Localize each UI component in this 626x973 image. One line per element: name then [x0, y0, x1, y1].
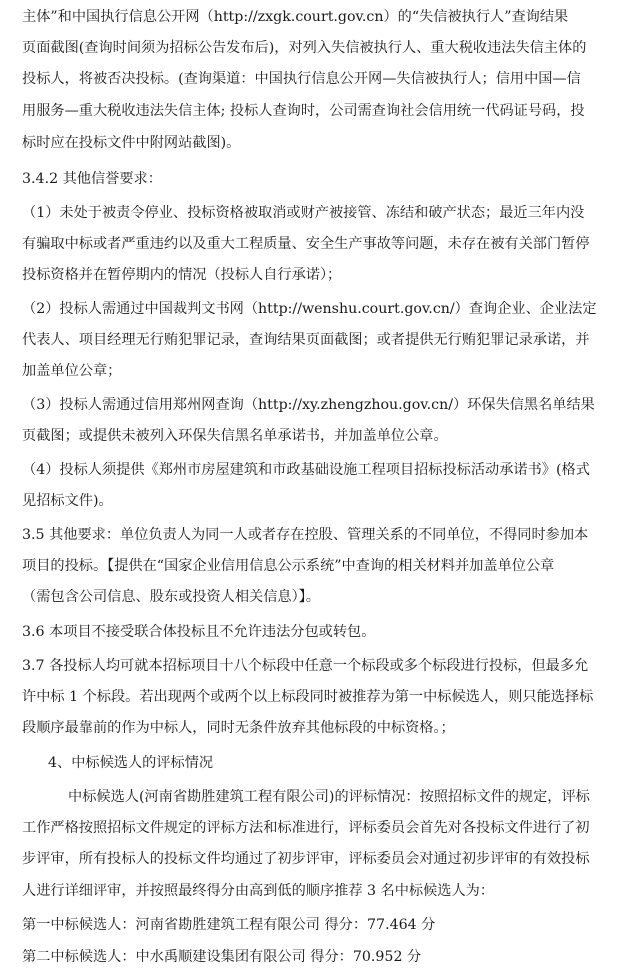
text-line: 3.6 本项目不接受联合体投标且不允许违法分包或转包。: [22, 624, 376, 640]
text-line: 人进行详细评审，并按照最终得分由高到低的顺序推荐 3 名中标候选人为：: [22, 883, 495, 899]
text-line: 步评审，所有投标人的投标文件均通过了初步评审，评标委员会对通过初步评审的有效投标: [22, 851, 590, 867]
text-line: 见招标文件)。: [22, 493, 113, 509]
text-line: 3.7 各投标人均可就本招标项目十八个标段中任意一个标段或多个标段进行投标，但最多允: [22, 658, 589, 674]
text-line: 工作严格按照招标文件规定的评标方法和标准进行，评标委员会首先对各投标文件进行了初: [22, 820, 590, 836]
text-line: 中标候选人(河南省勘胜建筑工程有限公司)的评标情况：按照招标文件的规定，评标: [68, 789, 590, 805]
text-line: 加盖单位公章；: [22, 363, 122, 379]
text-line: 投标资格并在暂停期内的情况（投标人自行承诺）；: [22, 267, 342, 283]
text-line: 3.5 其他要求：单位负责人为同一人或者存在控股、管理关系的不同单位，不得同时参加本: [22, 527, 589, 543]
text-line: 页截图；或提供未被列入环保失信黑名单承诺书，并加盖单位公章。: [22, 428, 448, 444]
text-line: 标时应在投标文件中附网站截图)。: [22, 135, 241, 151]
text-line: （4）投标人须提供《郑州市房屋建筑和市政基础设施工程项目招标投标活动承诺书》(格式: [22, 462, 590, 478]
candidate-line: 第一中标候选人：河南省勘胜建筑工程有限公司 得分：77.464 分: [22, 917, 436, 933]
text-line: 投标人，将被否决投标。(查询渠道：中国执行信息公开网—失信被执行人；信用中国—信: [22, 71, 581, 87]
text-line: 主体”和中国执行信息公开网（http://zxgk.court.gov.cn）的“失信被执行人”查询结果: [22, 9, 569, 25]
text-line: 有骗取中标或者严重违约以及重大工程质量、安全生产事故等问题，未存在被有关部门暂停: [22, 236, 590, 252]
text-line: 代表人、项目经理无行贿犯罪记录，查询结果页面截图；或者提供无行贿犯罪记录承诺，并: [22, 332, 590, 348]
text-line: 用服务—重大税收违法失信主体; 投标人查询时，公司需查询社会信用统一代码证号码，投: [22, 103, 585, 119]
text-line: 段顺序最靠前的作为中标人，同时无条件放弃其他标段的中标资格。；: [22, 720, 455, 736]
text-line: （需包含公司信息、股东或投资人相关信息）】。: [22, 589, 320, 605]
text-line: （1）未处于被责令停业、投标资格被取消或财产被接管、冻结和破产状态；最近三年内没: [22, 205, 585, 221]
text-line: （3）投标人需通过信用郑州网查询（http://xy.zhengzhou.gov.cn/）环保失信黑名单结果: [22, 397, 595, 413]
text-line: 许中标 1 个标段。若出现两个或两个以上标段同时被推荐为第一中标候选人，则只能选择标: [22, 689, 594, 705]
candidate-line: 第二中标候选人：中水禹顺建设集团有限公司 得分：70.952 分: [22, 949, 422, 965]
text-line: 项目的投标。【提供在“国家企业信用信息公示系统”中查询的相关材料并加盖单位公章: [22, 558, 555, 574]
section-heading: 3.4.2 其他信誉要求：: [22, 171, 162, 187]
text-line: （2）投标人需通过中国裁判文书网（http://wenshu.court.gov.cn/）查询企业、企业法定: [22, 301, 597, 317]
section-heading: 4、中标候选人的评标情况: [48, 755, 214, 771]
text-line: 页面截图(查询时间须为招标公告发布后)，对列入失信被执行人、重大税收违法失信主体的: [22, 40, 587, 56]
